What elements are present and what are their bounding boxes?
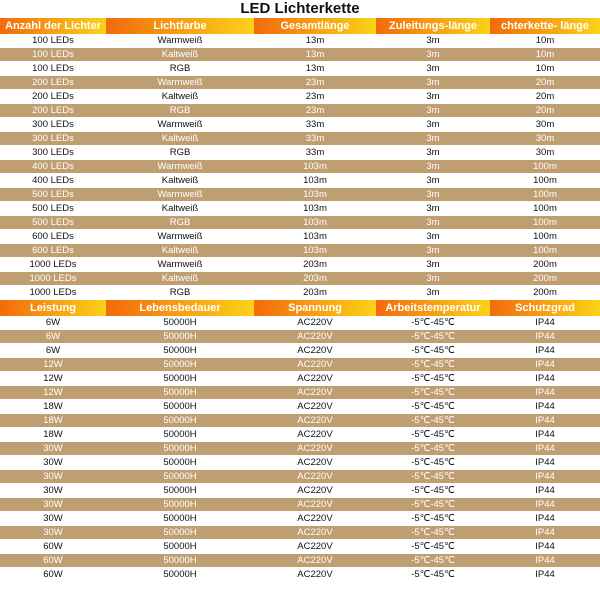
- header-lifetime: Lebensbedauer: [106, 300, 254, 316]
- table-cell: IP44: [490, 470, 600, 484]
- table-cell: IP44: [490, 372, 600, 386]
- table-cell: Warmweiß: [106, 34, 254, 48]
- table-cell: 600 LEDs: [0, 230, 106, 244]
- table-cell: -5℃-45℃: [376, 386, 490, 400]
- table-cell: IP44: [490, 456, 600, 470]
- table-cell: AC220V: [254, 498, 376, 512]
- table-cell: AC220V: [254, 414, 376, 428]
- table-row: [0, 330, 600, 344]
- table-cell: 50000H: [106, 540, 254, 554]
- table-cell: RGB: [106, 62, 254, 76]
- table-cell: 200 LEDs: [0, 76, 106, 90]
- table-cell: Warmweiß: [106, 258, 254, 272]
- table-cell: 60W: [0, 540, 106, 554]
- table-cell: 23m: [254, 90, 376, 104]
- table-cell: 200 LEDs: [0, 90, 106, 104]
- table-cell: 100 LEDs: [0, 34, 106, 48]
- header-power: Leistung: [0, 300, 106, 316]
- table-cell: -5℃-45℃: [376, 498, 490, 512]
- table-cell: 30W: [0, 512, 106, 526]
- table-row: [0, 456, 600, 470]
- table-cell: -5℃-45℃: [376, 442, 490, 456]
- table-cell: 600 LEDs: [0, 244, 106, 258]
- table-cell: 3m: [376, 244, 490, 258]
- table-row: [0, 34, 600, 48]
- table-cell: 200m: [490, 258, 600, 272]
- table-row: [0, 400, 600, 414]
- table-row: [0, 484, 600, 498]
- table-cell: AC220V: [254, 330, 376, 344]
- table-cell: 50000H: [106, 442, 254, 456]
- table-cell: 12W: [0, 372, 106, 386]
- table-cell: 3m: [376, 146, 490, 160]
- table-row: [0, 216, 600, 230]
- table-cell: 3m: [376, 230, 490, 244]
- table-cell: IP44: [490, 540, 600, 554]
- table-row: [0, 344, 600, 358]
- table-cell: 3m: [376, 216, 490, 230]
- table-cell: RGB: [106, 216, 254, 230]
- table-row: [0, 258, 600, 272]
- table-cell: 10m: [490, 62, 600, 76]
- table-row: [0, 526, 600, 540]
- table-cell: 13m: [254, 62, 376, 76]
- table-cell: -5℃-45℃: [376, 526, 490, 540]
- table-cell: 500 LEDs: [0, 216, 106, 230]
- table-cell: 18W: [0, 428, 106, 442]
- table-cell: 400 LEDs: [0, 174, 106, 188]
- table-row: [0, 62, 600, 76]
- table-cell: -5℃-45℃: [376, 414, 490, 428]
- table-cell: 30W: [0, 484, 106, 498]
- table-cell: 103m: [254, 244, 376, 258]
- table-cell: Kaltweiß: [106, 174, 254, 188]
- table-cell: IP44: [490, 414, 600, 428]
- table-cell: 203m: [254, 272, 376, 286]
- table-cell: 50000H: [106, 414, 254, 428]
- table-row: [0, 386, 600, 400]
- table-cell: IP44: [490, 498, 600, 512]
- table-cell: Warmweiß: [106, 188, 254, 202]
- table-cell: AC220V: [254, 554, 376, 568]
- table-cell: 50000H: [106, 498, 254, 512]
- table-row: [0, 90, 600, 104]
- table-cell: RGB: [106, 146, 254, 160]
- table-cell: 3m: [376, 48, 490, 62]
- table-cell: IP44: [490, 358, 600, 372]
- table-cell: 100m: [490, 216, 600, 230]
- table-cell: 200m: [490, 286, 600, 300]
- header-color: Lichtfarbe: [106, 18, 254, 34]
- header-count: Anzahl der Lichter: [0, 18, 106, 34]
- table-cell: 3m: [376, 188, 490, 202]
- table-cell: 33m: [254, 132, 376, 146]
- table-cell: 3m: [376, 62, 490, 76]
- table-cell: 18W: [0, 400, 106, 414]
- table-cell: IP44: [490, 554, 600, 568]
- table-row: [0, 540, 600, 554]
- table-cell: AC220V: [254, 428, 376, 442]
- table-row: [0, 132, 600, 146]
- table-cell: 200m: [490, 272, 600, 286]
- table-cell: 50000H: [106, 568, 254, 582]
- table-cell: 50000H: [106, 484, 254, 498]
- table-cell: AC220V: [254, 540, 376, 554]
- table-cell: AC220V: [254, 512, 376, 526]
- table-cell: 12W: [0, 386, 106, 400]
- table-cell: 100 LEDs: [0, 48, 106, 62]
- table-cell: AC220V: [254, 372, 376, 386]
- table-row: [0, 160, 600, 174]
- table-cell: 300 LEDs: [0, 118, 106, 132]
- table-cell: -5℃-45℃: [376, 316, 490, 330]
- table-cell: IP44: [490, 316, 600, 330]
- table-cell: 50000H: [106, 330, 254, 344]
- table-cell: 1000 LEDs: [0, 258, 106, 272]
- table-cell: -5℃-45℃: [376, 358, 490, 372]
- table-cell: AC220V: [254, 456, 376, 470]
- table-cell: -5℃-45℃: [376, 568, 490, 582]
- table-cell: 50000H: [106, 316, 254, 330]
- table-cell: -5℃-45℃: [376, 330, 490, 344]
- table-cell: IP44: [490, 568, 600, 582]
- table-cell: 103m: [254, 216, 376, 230]
- table-cell: AC220V: [254, 484, 376, 498]
- table-cell: 30W: [0, 442, 106, 456]
- table-cell: 100m: [490, 244, 600, 258]
- table-cell: AC220V: [254, 344, 376, 358]
- header-total-length: Gesamtlänge: [254, 18, 376, 34]
- table-cell: 103m: [254, 160, 376, 174]
- table-row: [0, 104, 600, 118]
- table-cell: IP44: [490, 484, 600, 498]
- table-row: [0, 358, 600, 372]
- table-cell: AC220V: [254, 400, 376, 414]
- table-cell: 3m: [376, 76, 490, 90]
- table-cell: 10m: [490, 34, 600, 48]
- table-cell: IP44: [490, 526, 600, 540]
- table-cell: 203m: [254, 286, 376, 300]
- table-cell: 3m: [376, 160, 490, 174]
- table-cell: Kaltweiß: [106, 132, 254, 146]
- table-cell: 33m: [254, 118, 376, 132]
- table-cell: -5℃-45℃: [376, 512, 490, 526]
- table2-header-row: [0, 300, 600, 316]
- table-row: [0, 202, 600, 216]
- table-cell: 30W: [0, 526, 106, 540]
- table-cell: Warmweiß: [106, 118, 254, 132]
- table-row: [0, 442, 600, 456]
- table-cell: 30m: [490, 132, 600, 146]
- table-row: [0, 244, 600, 258]
- table-cell: -5℃-45℃: [376, 428, 490, 442]
- table-cell: 3m: [376, 90, 490, 104]
- table-cell: 60W: [0, 568, 106, 582]
- spec-table: [0, 18, 600, 582]
- header-voltage: Spannung: [254, 300, 376, 316]
- table-cell: 3m: [376, 202, 490, 216]
- table-cell: 50000H: [106, 372, 254, 386]
- table-cell: Kaltweiß: [106, 202, 254, 216]
- table-cell: AC220V: [254, 386, 376, 400]
- table-cell: 1000 LEDs: [0, 272, 106, 286]
- table-cell: Kaltweiß: [106, 48, 254, 62]
- table-cell: -5℃-45℃: [376, 484, 490, 498]
- table-cell: 50000H: [106, 400, 254, 414]
- table-row: [0, 414, 600, 428]
- table-cell: AC220V: [254, 316, 376, 330]
- header-lead-length: Zuleitungs-länge: [376, 18, 490, 34]
- table-cell: 13m: [254, 48, 376, 62]
- table-row: [0, 498, 600, 512]
- table-cell: 50000H: [106, 344, 254, 358]
- table-cell: 20m: [490, 90, 600, 104]
- table-cell: 50000H: [106, 386, 254, 400]
- table-cell: 50000H: [106, 358, 254, 372]
- table-cell: 400 LEDs: [0, 160, 106, 174]
- table-cell: 30W: [0, 498, 106, 512]
- table-cell: 50000H: [106, 554, 254, 568]
- table-cell: 100m: [490, 188, 600, 202]
- table-cell: 3m: [376, 286, 490, 300]
- table-cell: 6W: [0, 316, 106, 330]
- table-row: [0, 174, 600, 188]
- table-row: [0, 428, 600, 442]
- table-cell: AC220V: [254, 568, 376, 582]
- table-cell: 33m: [254, 146, 376, 160]
- header-protection: Schutzgrad: [490, 300, 600, 316]
- table-cell: 3m: [376, 258, 490, 272]
- table-cell: -5℃-45℃: [376, 400, 490, 414]
- table-row: [0, 554, 600, 568]
- table1-header-row: [0, 18, 600, 34]
- table-row: [0, 146, 600, 160]
- table-cell: 100m: [490, 202, 600, 216]
- table-cell: 300 LEDs: [0, 146, 106, 160]
- header-temperature: Arbeitstemperatur: [376, 300, 490, 316]
- table-cell: 12W: [0, 358, 106, 372]
- table-cell: -5℃-45℃: [376, 456, 490, 470]
- table-row: [0, 316, 600, 330]
- table-cell: 103m: [254, 188, 376, 202]
- table-row: [0, 76, 600, 90]
- table-cell: -5℃-45℃: [376, 540, 490, 554]
- table-cell: AC220V: [254, 358, 376, 372]
- table-cell: 30m: [490, 146, 600, 160]
- table-cell: IP44: [490, 330, 600, 344]
- table-row: [0, 372, 600, 386]
- table-cell: 60W: [0, 554, 106, 568]
- table-cell: 50000H: [106, 470, 254, 484]
- table-cell: 300 LEDs: [0, 132, 106, 146]
- table-cell: AC220V: [254, 442, 376, 456]
- table-cell: AC220V: [254, 526, 376, 540]
- table-cell: RGB: [106, 104, 254, 118]
- table-cell: 50000H: [106, 456, 254, 470]
- table-cell: 3m: [376, 132, 490, 146]
- table-cell: Kaltweiß: [106, 244, 254, 258]
- page-title: LED Lichterkette: [240, 0, 360, 17]
- table-cell: Warmweiß: [106, 160, 254, 174]
- table-cell: -5℃-45℃: [376, 470, 490, 484]
- table-cell: 20m: [490, 104, 600, 118]
- table-cell: 30m: [490, 118, 600, 132]
- table-cell: Kaltweiß: [106, 272, 254, 286]
- table-cell: 18W: [0, 414, 106, 428]
- table-row: [0, 568, 600, 582]
- table-cell: IP44: [490, 428, 600, 442]
- table-cell: 6W: [0, 330, 106, 344]
- table-cell: 3m: [376, 118, 490, 132]
- table-cell: IP44: [490, 344, 600, 358]
- table-cell: 50000H: [106, 512, 254, 526]
- table-cell: 100m: [490, 174, 600, 188]
- table-cell: 50000H: [106, 526, 254, 540]
- table-cell: 103m: [254, 174, 376, 188]
- table-cell: 1000 LEDs: [0, 286, 106, 300]
- table-cell: 103m: [254, 202, 376, 216]
- table-cell: 203m: [254, 258, 376, 272]
- table-cell: Kaltweiß: [106, 90, 254, 104]
- table-cell: 3m: [376, 272, 490, 286]
- table-row: [0, 286, 600, 300]
- table-cell: 10m: [490, 48, 600, 62]
- table-cell: 500 LEDs: [0, 188, 106, 202]
- table-cell: 50000H: [106, 428, 254, 442]
- table-cell: 20m: [490, 76, 600, 90]
- table-cell: IP44: [490, 442, 600, 456]
- table-cell: IP44: [490, 400, 600, 414]
- table-cell: RGB: [106, 286, 254, 300]
- table-cell: AC220V: [254, 470, 376, 484]
- table-cell: 3m: [376, 104, 490, 118]
- table-row: [0, 272, 600, 286]
- table-cell: 30W: [0, 456, 106, 470]
- table-cell: 100m: [490, 160, 600, 174]
- table-cell: 13m: [254, 34, 376, 48]
- table-cell: 3m: [376, 34, 490, 48]
- table-cell: 3m: [376, 174, 490, 188]
- table-cell: IP44: [490, 512, 600, 526]
- table-row: [0, 230, 600, 244]
- table-cell: IP44: [490, 386, 600, 400]
- table-row: [0, 470, 600, 484]
- table-cell: 23m: [254, 104, 376, 118]
- table-row: [0, 512, 600, 526]
- table-cell: 30W: [0, 470, 106, 484]
- table-cell: 103m: [254, 230, 376, 244]
- table-cell: 500 LEDs: [0, 202, 106, 216]
- table-cell: Warmweiß: [106, 230, 254, 244]
- table-cell: Warmweiß: [106, 76, 254, 90]
- table-cell: 23m: [254, 76, 376, 90]
- table-row: [0, 118, 600, 132]
- table-cell: -5℃-45℃: [376, 372, 490, 386]
- table-row: [0, 188, 600, 202]
- table-row: [0, 48, 600, 62]
- table-cell: 100 LEDs: [0, 62, 106, 76]
- table-cell: 6W: [0, 344, 106, 358]
- table-cell: 100m: [490, 230, 600, 244]
- table-cell: -5℃-45℃: [376, 344, 490, 358]
- header-string-length: chterkette- länge: [490, 18, 600, 34]
- table-cell: 200 LEDs: [0, 104, 106, 118]
- table-cell: -5℃-45℃: [376, 554, 490, 568]
